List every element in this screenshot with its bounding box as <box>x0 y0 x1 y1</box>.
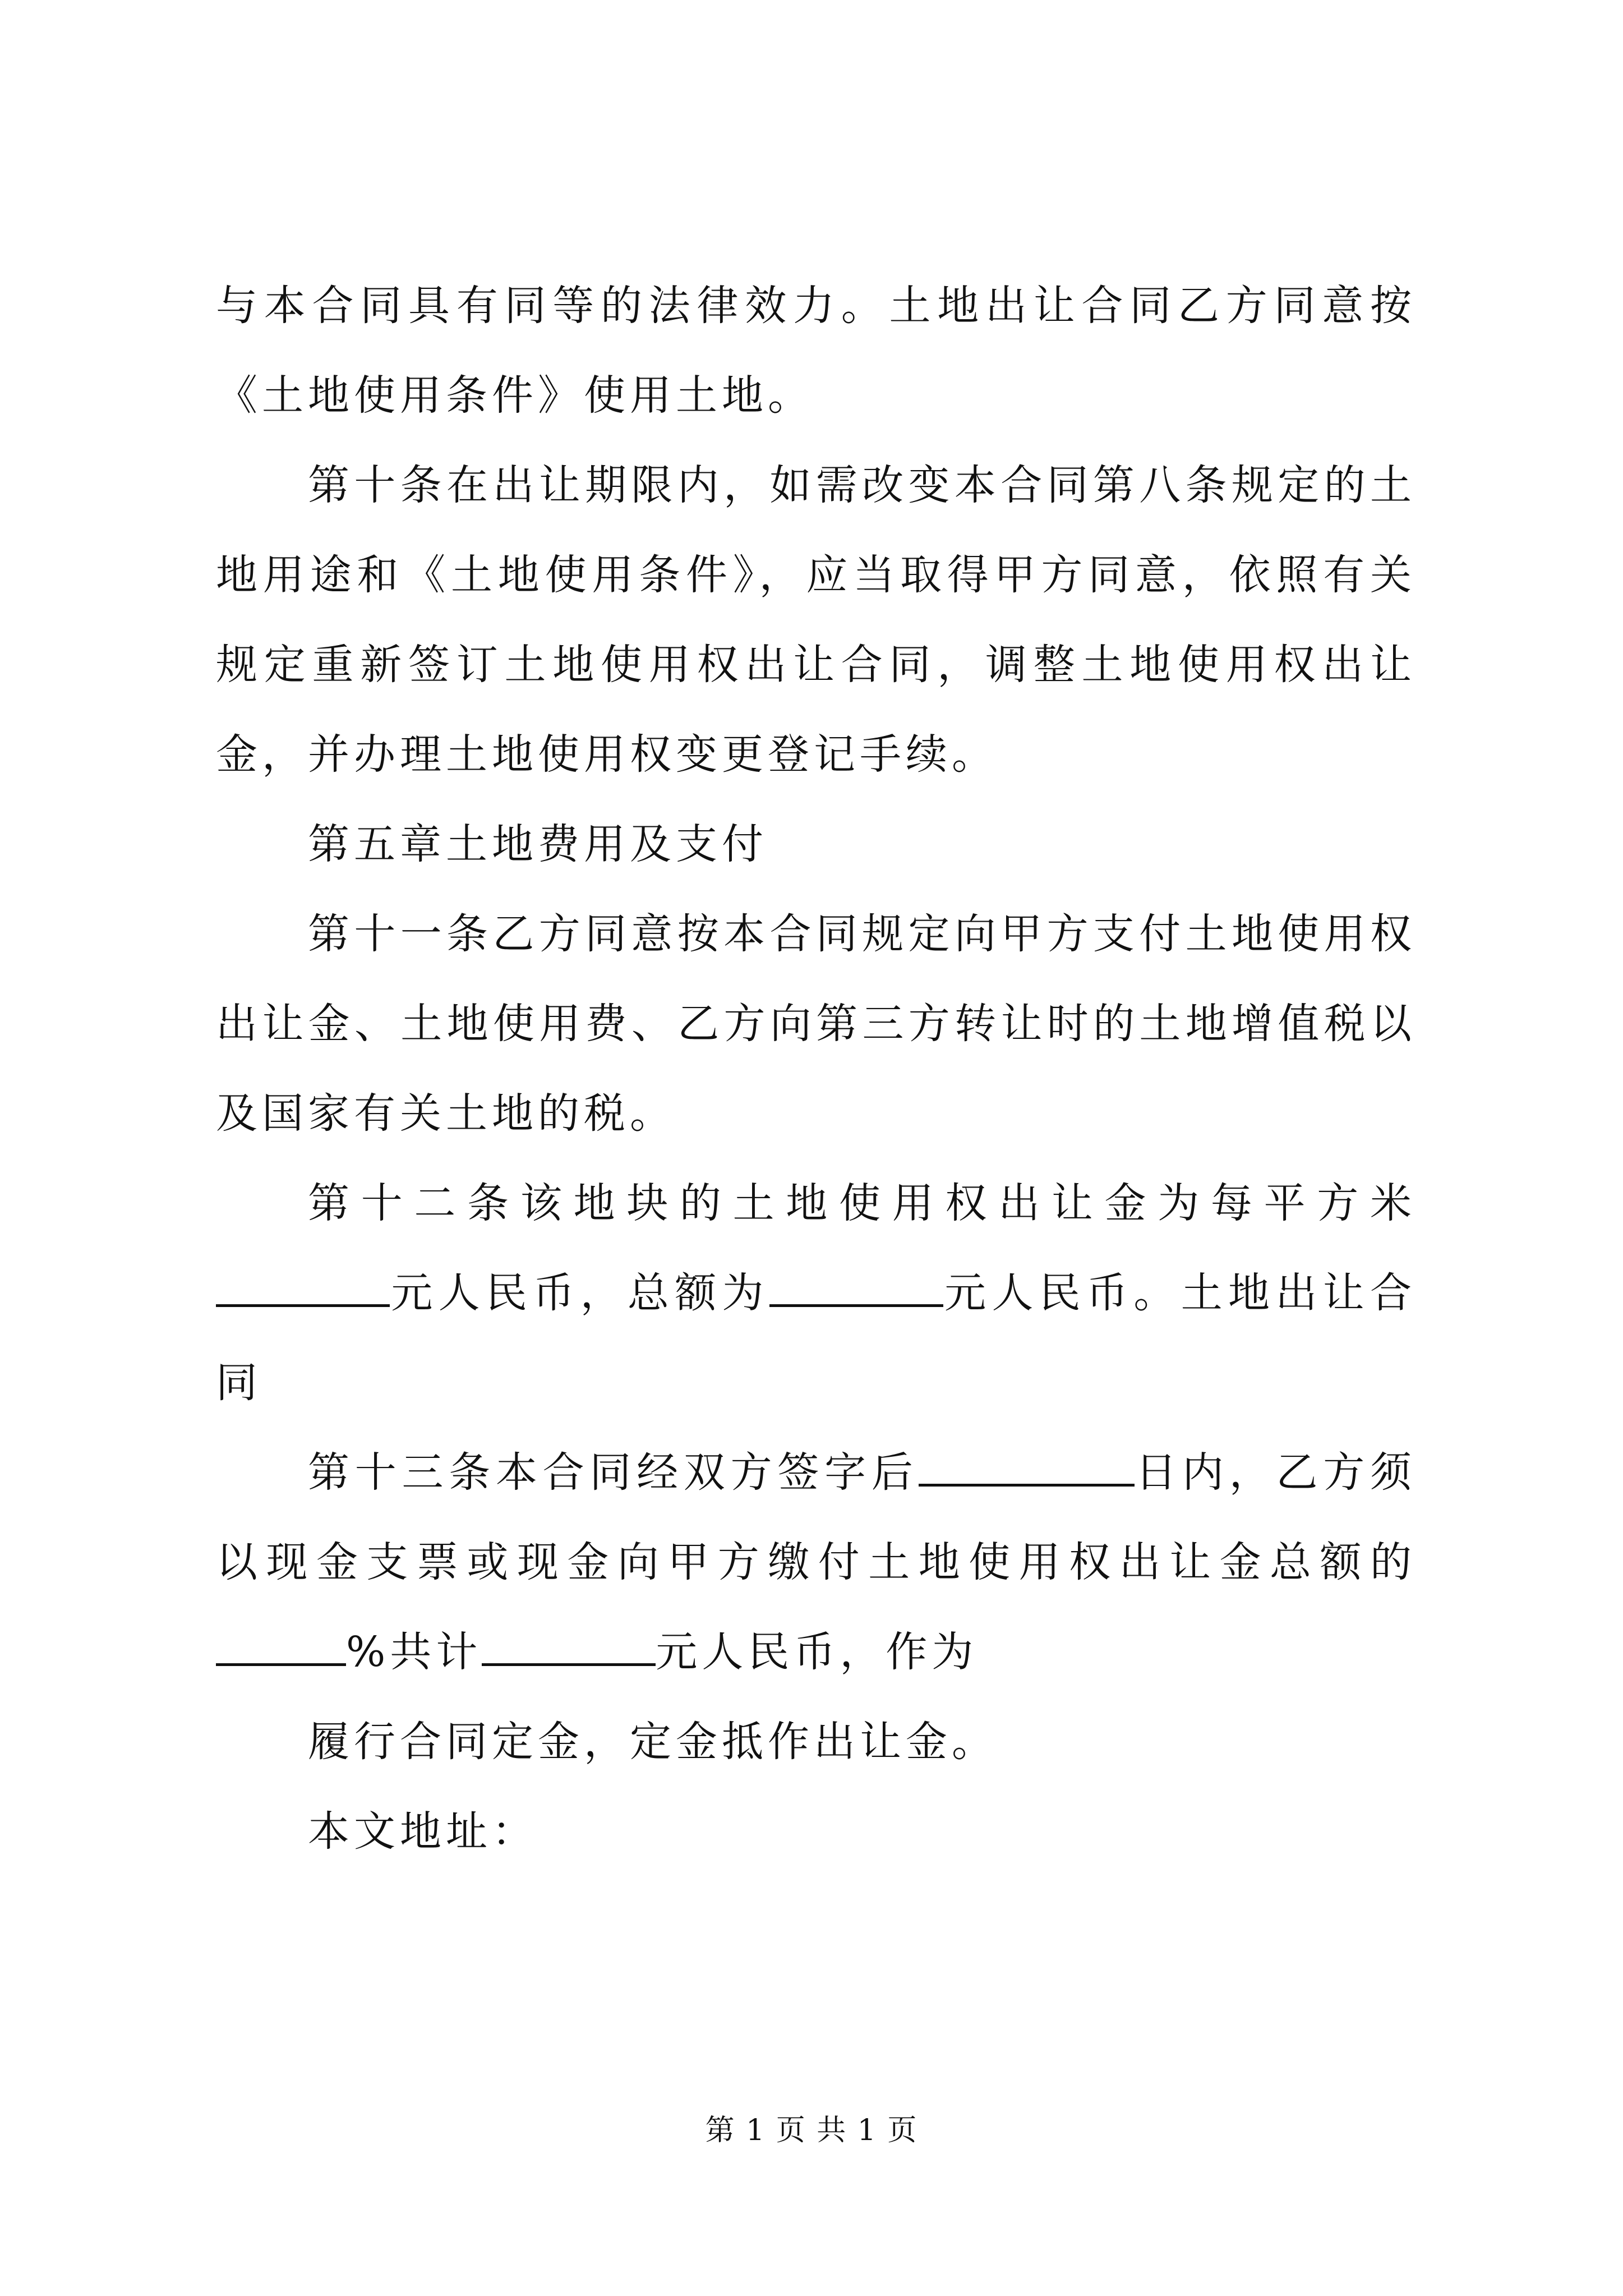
paragraph-article-12 <box>216 1158 1416 1428</box>
chapter-5-heading-text: 第五章土地费用及支付 <box>308 820 768 868</box>
chapter-5-heading <box>216 799 1416 889</box>
paragraph-article-11-text: 第十一条乙方同意按本合同规定向甲方支付土地使用权出让金、土地使用费、乙方向第三方转让时的土地增值税以及国家有关土地的税。 <box>216 910 1416 1138</box>
paragraph-deposit-text: 履行合同定金，定金抵作出让金。 <box>308 1718 998 1766</box>
article-12-text-b: 元人民币，总额为 <box>390 1269 769 1317</box>
blank-price-per-sqm <box>216 1272 390 1307</box>
blank-percentage <box>216 1631 346 1666</box>
blank-total-amount <box>769 1272 943 1307</box>
paragraph-article-10-text: 第十条在出让期限内，如需改变本合同第八条规定的土地用途和《土地使用条件》，应当取得甲方同意，依照有关规定重新签订土地使用权出让合同，调整土地使用权出让金，并办理土地使用权变更登记手续。 <box>216 461 1416 779</box>
paragraph-article-11 <box>216 889 1416 1158</box>
article-13-text-d: 元人民币，作为 <box>656 1628 978 1676</box>
paragraph-1 <box>216 261 1416 440</box>
paragraph-article-13 <box>216 1428 1416 1697</box>
paragraph-article-10 <box>216 440 1416 799</box>
page-number-label: 第 1 页 共 1 页 <box>705 2114 918 2147</box>
article-13-text-a: 第十三条本合同经双方签字后 <box>308 1448 919 1497</box>
blank-days <box>919 1451 1135 1487</box>
paragraph-deposit <box>216 1697 1416 1787</box>
paragraph-address <box>216 1787 1416 1876</box>
blank-deposit-amount <box>482 1631 656 1666</box>
article-12-text-c: 元人民币。土地出让合同 <box>216 1269 1417 1407</box>
article-13-text-b: 日内，乙方须以现金支票或现金向甲方缴付土地使用权出让金总额的 <box>216 1448 1416 1586</box>
page-footer <box>0 2106 1623 2148</box>
article-13-text-c: %共计 <box>346 1628 482 1676</box>
paragraph-1-text: 与本合同具有同等的法律效力。土地出让合同乙方同意按《土地使用条件》使用土地。 <box>216 282 1416 420</box>
document-body <box>216 261 1416 1876</box>
article-12-text-a: 第十二条该地块的土地使用权出让金为每平方米 <box>308 1179 1416 1227</box>
paragraph-address-text: 本文地址： <box>308 1807 538 1856</box>
